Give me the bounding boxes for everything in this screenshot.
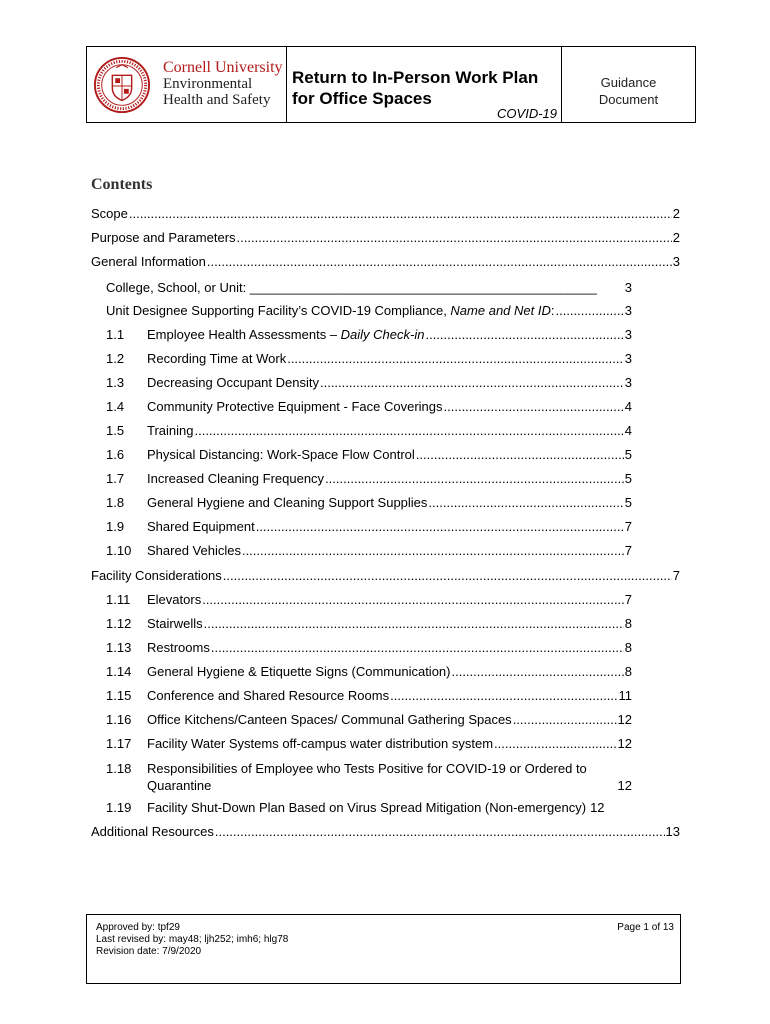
document-subtitle: COVID-19 xyxy=(497,106,557,121)
toc-entry-title: Shared Vehicles xyxy=(147,543,241,558)
revision-info xyxy=(96,922,288,958)
toc-entry-page: 5 xyxy=(624,471,632,486)
toc-entry-scope[interactable] xyxy=(91,205,680,223)
toc-entry-1-8[interactable] xyxy=(106,494,632,512)
toc-entry-title: Conference and Shared Resource Rooms xyxy=(147,688,390,703)
toc-entry-1-1[interactable] xyxy=(106,326,632,344)
toc-leader xyxy=(555,302,623,320)
header-doc-type-cell xyxy=(562,47,695,122)
toc-entry-1-5[interactable] xyxy=(106,422,632,440)
toc-entry-title: Training xyxy=(147,423,194,438)
revision-date: Revision date: 7/9/2020 xyxy=(96,946,202,957)
header-logo-cell xyxy=(87,47,287,122)
toc-leader xyxy=(444,398,624,416)
toc-entry-number: 1.16 xyxy=(106,712,132,727)
toc-entry-1-9[interactable] xyxy=(106,518,632,536)
toc-entry-title: Additional Resources xyxy=(91,824,214,839)
toc-leader xyxy=(416,446,624,464)
toc-entry-number: 1.12 xyxy=(106,616,132,631)
toc-entry-number: 1.6 xyxy=(106,447,125,462)
toc-entry-number: 1.5 xyxy=(106,423,125,438)
organization-name xyxy=(163,60,283,108)
toc-entry-page: 3 xyxy=(624,351,632,366)
toc-entry-title: Facility Considerations xyxy=(91,568,222,583)
toc-entry-title: Recording Time at Work xyxy=(147,351,287,366)
document-type xyxy=(562,74,695,108)
toc-entry-1-6[interactable] xyxy=(106,446,632,464)
toc-leader xyxy=(287,350,624,368)
toc-entry-number: 1.19 xyxy=(106,800,132,815)
toc-entry-1-7[interactable] xyxy=(106,470,632,488)
toc-entry-number: 1.11 xyxy=(106,592,131,607)
toc-leader xyxy=(212,777,616,794)
toc-entry-number: 1.3 xyxy=(106,375,125,390)
toc-leader xyxy=(242,542,624,560)
document-header xyxy=(86,46,696,123)
logo-line-university: Cornell University xyxy=(163,59,283,76)
toc-leader xyxy=(207,253,672,271)
toc-entry-page: 8 xyxy=(624,616,632,631)
toc-entry-title: Facility Water Systems off-campus water distribution system xyxy=(147,736,494,751)
cornell-seal-icon xyxy=(93,56,151,114)
toc-entry-title: Facility Shut-Down Plan Based on Virus Spread Mitigation (Non-emergency) xyxy=(147,800,587,815)
toc-entry-page: 3 xyxy=(672,254,680,269)
toc-entry-page: 8 xyxy=(624,640,632,655)
toc-entry-title: General Information xyxy=(91,254,206,269)
toc-entry-page: 5 xyxy=(624,447,632,462)
toc-entry-1-17[interactable] xyxy=(106,735,632,753)
toc-entry-title: Employee Health Assessments – Daily Check-in xyxy=(147,327,425,342)
document-title-line-2: for Office Spaces xyxy=(292,89,432,108)
toc-entry-title: General Hygiene and Cleaning Support Supplies xyxy=(147,495,428,510)
toc-entry-1-4[interactable] xyxy=(106,398,632,416)
document-title-line-1: Return to In-Person Work Plan xyxy=(292,68,539,87)
toc-entry-page: 4 xyxy=(624,399,632,414)
toc-entry-general-information[interactable] xyxy=(91,253,680,271)
toc-entry-page: 7 xyxy=(624,519,632,534)
toc-leader xyxy=(204,615,624,633)
toc-leader xyxy=(211,639,624,657)
toc-entry-page: 3 xyxy=(624,303,632,318)
approved-by: Approved by: tpf29 xyxy=(96,922,180,933)
toc-leader xyxy=(390,687,617,705)
toc-entry-page: 3 xyxy=(624,280,632,295)
toc-entry-number: 1.4 xyxy=(106,399,125,414)
contents-heading: Contents xyxy=(91,176,153,193)
toc-entry-1-10[interactable] xyxy=(106,542,632,560)
toc-leader xyxy=(215,823,665,841)
toc-leader xyxy=(202,591,624,609)
toc-leader xyxy=(513,711,617,729)
toc-entry-title: Purpose and Parameters xyxy=(91,230,236,245)
toc-entry-page: 13 xyxy=(665,824,680,839)
toc-entry-page: 5 xyxy=(624,495,632,510)
toc-entry-title: Increased Cleaning Frequency xyxy=(147,471,325,486)
toc-entry-number: 1.8 xyxy=(106,495,125,510)
toc-entry-number: 1.9 xyxy=(106,519,125,534)
toc-leader xyxy=(194,422,623,440)
toc-entry-number: 1.15 xyxy=(106,688,132,703)
toc-entry-page: 3 xyxy=(624,375,632,390)
toc-entry-page: 11 xyxy=(618,688,632,703)
toc-entry-number: 1.14 xyxy=(106,664,132,679)
toc-entry-1-11[interactable] xyxy=(106,591,632,609)
toc-entry-college[interactable] xyxy=(106,279,632,297)
toc-entry-title: Elevators xyxy=(147,592,202,607)
logo-line-department-1: Environmental xyxy=(163,76,253,92)
document-type-line-2: Document xyxy=(598,92,659,107)
toc-entry-title: Shared Equipment xyxy=(147,519,255,534)
document-footer xyxy=(86,914,681,984)
toc-entry-purpose[interactable] xyxy=(91,229,680,247)
toc-entry-1-16[interactable] xyxy=(106,711,632,729)
toc-entry-title: Community Protective Equipment - Face Coverings xyxy=(147,399,443,414)
toc-leader xyxy=(320,374,624,392)
toc-entry-title: Restrooms xyxy=(147,640,210,655)
toc-entry-number: 1.17 xyxy=(106,736,132,751)
toc-entry-1-3[interactable] xyxy=(106,374,632,392)
toc-entry-number: 1.1 xyxy=(106,327,125,342)
toc-entry-page: 12 xyxy=(617,736,632,751)
toc-entry-unit-designee[interactable] xyxy=(106,302,632,320)
document-type-line-1: Guidance xyxy=(600,75,657,90)
toc-entry-title: Office Kitchens/Canteen Spaces/ Communal Gathering Spaces xyxy=(147,712,512,727)
toc-entry-title: Responsibilities of Employee who Tests Positive for COVID-19 or Ordered to xyxy=(147,761,587,776)
toc-entry-page: 7 xyxy=(624,543,632,558)
toc-leader xyxy=(129,205,672,223)
toc-entry-number: 1.2 xyxy=(106,351,125,366)
logo-line-department-2: Health and Safety xyxy=(163,92,271,108)
toc-leader xyxy=(428,494,623,512)
toc-entry-page: 7 xyxy=(624,592,632,607)
toc-entry-1-15[interactable] xyxy=(106,687,632,705)
toc-entry-page: 12 xyxy=(617,712,632,727)
toc-entry-1-13[interactable] xyxy=(106,639,632,657)
toc-leader xyxy=(325,470,624,488)
toc-entry-title-continued: Quarantine xyxy=(147,778,212,793)
toc-entry-page: 8 xyxy=(624,664,632,679)
toc-entry-facility-considerations[interactable] xyxy=(91,567,680,585)
toc-entry-page: 7 xyxy=(672,568,680,583)
toc-leader xyxy=(223,567,672,585)
toc-leader xyxy=(451,663,623,681)
toc-entry-title: College, School, or Unit: ________________________________________________ xyxy=(106,280,597,295)
toc-entry-1-18[interactable] xyxy=(106,760,632,794)
toc-leader xyxy=(425,326,623,344)
toc-entry-1-2[interactable] xyxy=(106,350,632,368)
toc-entry-title: Unit Designee Supporting Facility’s COVID-19 Compliance, Name and Net ID: xyxy=(106,303,555,318)
toc-leader xyxy=(237,229,672,247)
toc-entry-1-14[interactable] xyxy=(106,663,632,681)
toc-leader xyxy=(256,518,624,536)
toc-entry-title: Physical Distancing: Work-Space Flow Control xyxy=(147,447,415,462)
document-title xyxy=(292,67,538,109)
toc-entry-title: Stairwells xyxy=(147,616,203,631)
toc-entry-1-12[interactable] xyxy=(106,615,632,633)
toc-entry-page: 4 xyxy=(624,423,632,438)
header-title-cell xyxy=(287,47,562,122)
toc-entry-page: 2 xyxy=(672,206,680,221)
toc-entry-page: 12 xyxy=(617,778,632,793)
toc-entry-number: 1.10 xyxy=(106,543,132,558)
toc-entry-title: General Hygiene & Etiquette Signs (Communication) xyxy=(147,664,451,679)
page-number: Page 1 of 13 xyxy=(617,922,674,933)
toc-leader xyxy=(494,735,616,753)
toc-entry-additional-resources[interactable] xyxy=(91,823,680,841)
toc-entry-1-19[interactable] xyxy=(106,799,632,817)
toc-entry-title: Scope xyxy=(91,206,128,221)
toc-entry-title: Decreasing Occupant Density xyxy=(147,375,319,390)
toc-entry-page: 3 xyxy=(624,327,632,342)
toc-entry-number: 1.7 xyxy=(106,471,125,486)
toc-entry-page: 12 xyxy=(590,800,605,815)
toc-entry-page: 2 xyxy=(672,230,680,245)
last-revised-by: Last revised by: may48; ljh252; imh6; hlg78 xyxy=(96,934,289,945)
toc-entry-number: 1.13 xyxy=(106,640,132,655)
toc-entry-number: 1.18 xyxy=(106,761,132,776)
